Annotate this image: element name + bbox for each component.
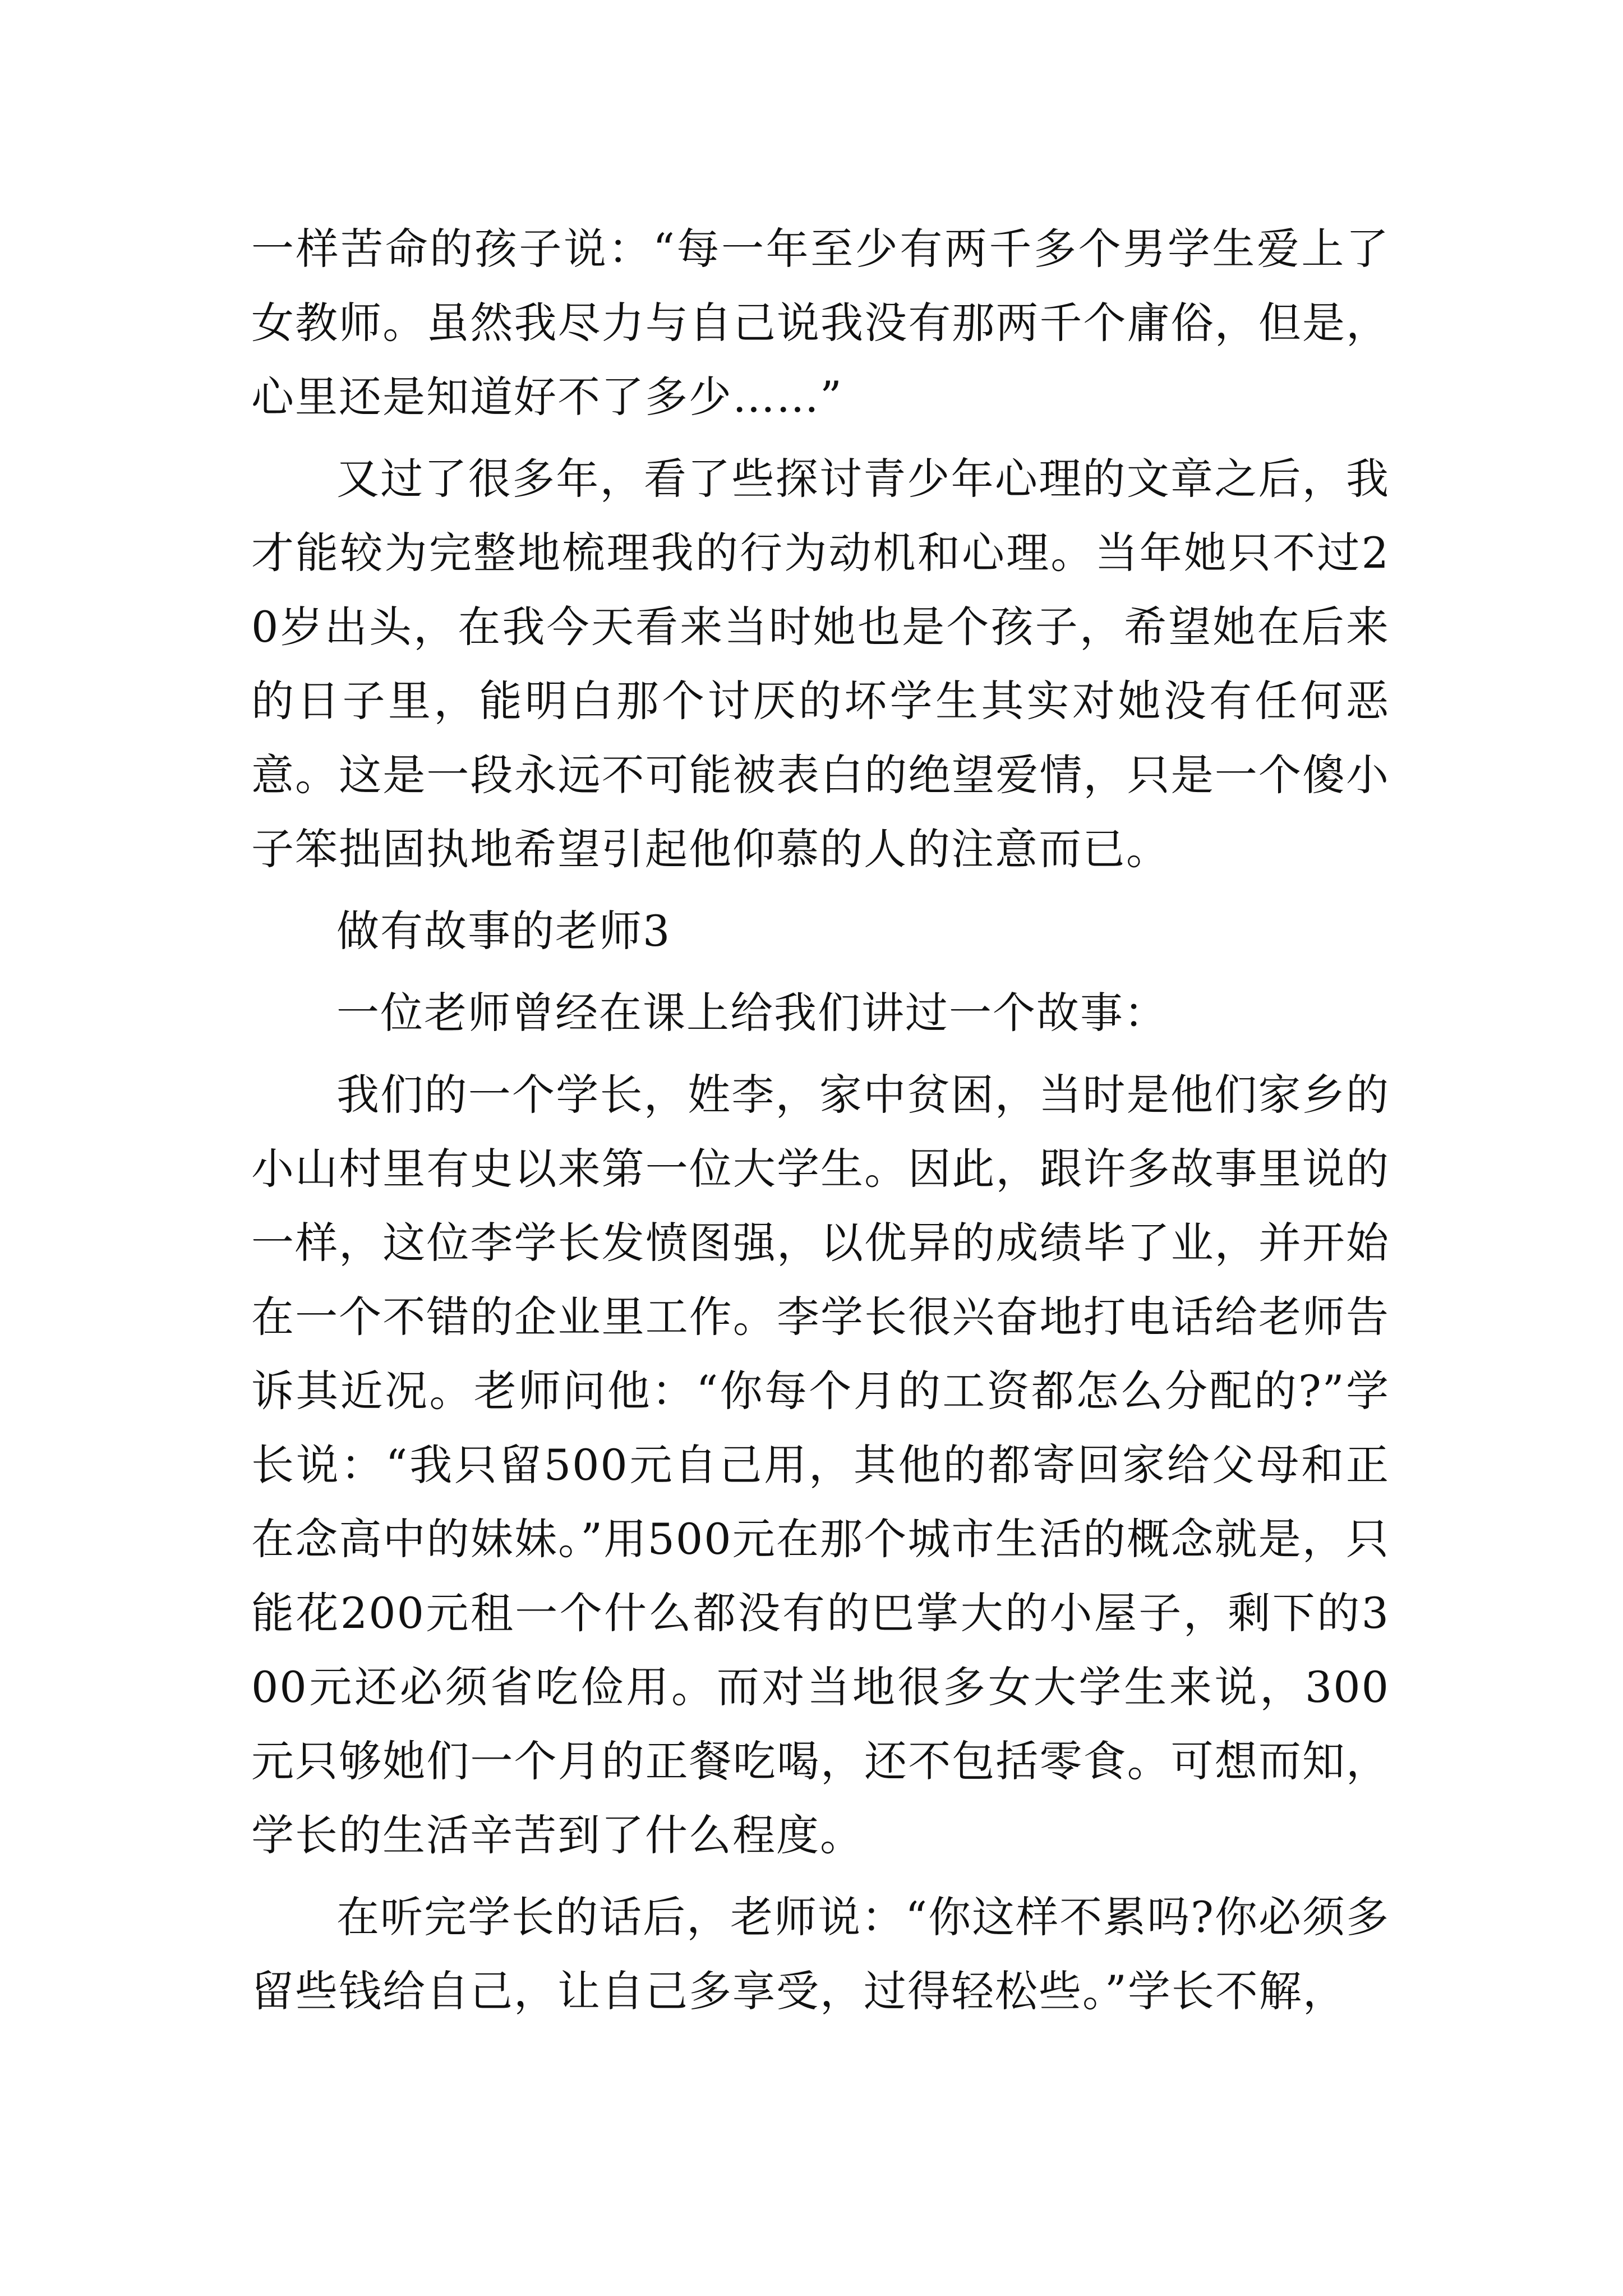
paragraph-3: 一位老师曾经在课上给我们讲过一个故事： bbox=[336, 988, 1168, 1038]
paragraph-4: 我们的一个学长，姓李，家中贫困，当时是他们家乡的小山村里有史以来第一位大学生。因此，跟许多故事里说的一样，这位李学长发愤图强，以优异的成绩毕了业，并开始在一个不错的企业里工作。李学长很兴奋地打电话给老师告诉其近况。老师问他：“你每个月的工资都怎么分配的?”学长说：“我只留500元自己用，其他的都寄回家给父母和正在念高中的妹妹。”用500元在那个城市生活的概念就是，只能花200元租一个什么都没有的巴掌大的小屋子，剩下的300元还必须省吃俭用。而对当地很多女大学生来说，300元只够她们一个月的正餐吃喝，还不包括零食。可想而知，学长的生活辛苦到了什么程度。 bbox=[251, 1070, 1390, 1860]
paragraph-2: 又过了很多年，看了些探讨青少年心理的文章之后，我才能较为完整地梳理我的行为动机和心理。当年她只不过20岁出头，在我今天看来当时她也是个孩子，希望她在后来的日子里，能明白那个讨厌的坏学生其实对她没有任何恶意。这是一段永远不可能被表白的绝望爱情，只是一个傻小子笨拙固执地希望引起他仰慕的人的注意而已。 bbox=[251, 454, 1390, 874]
document-body bbox=[251, 212, 1390, 2028]
paragraph-1: 一样苦命的孩子说：“每一年至少有两千多个男学生爱上了女教师。虽然我尽力与自己说我没有那两千个庸俗，但是，心里还是知道好不了多少……” bbox=[251, 224, 1390, 422]
section-heading: 做有故事的老师3 bbox=[336, 906, 671, 956]
paragraph-5: 在听完学长的话后，老师说：“你这样不累吗?你必须多留些钱给自己，让自己多享受，过得轻松些。”学长不解， bbox=[251, 1892, 1390, 2016]
